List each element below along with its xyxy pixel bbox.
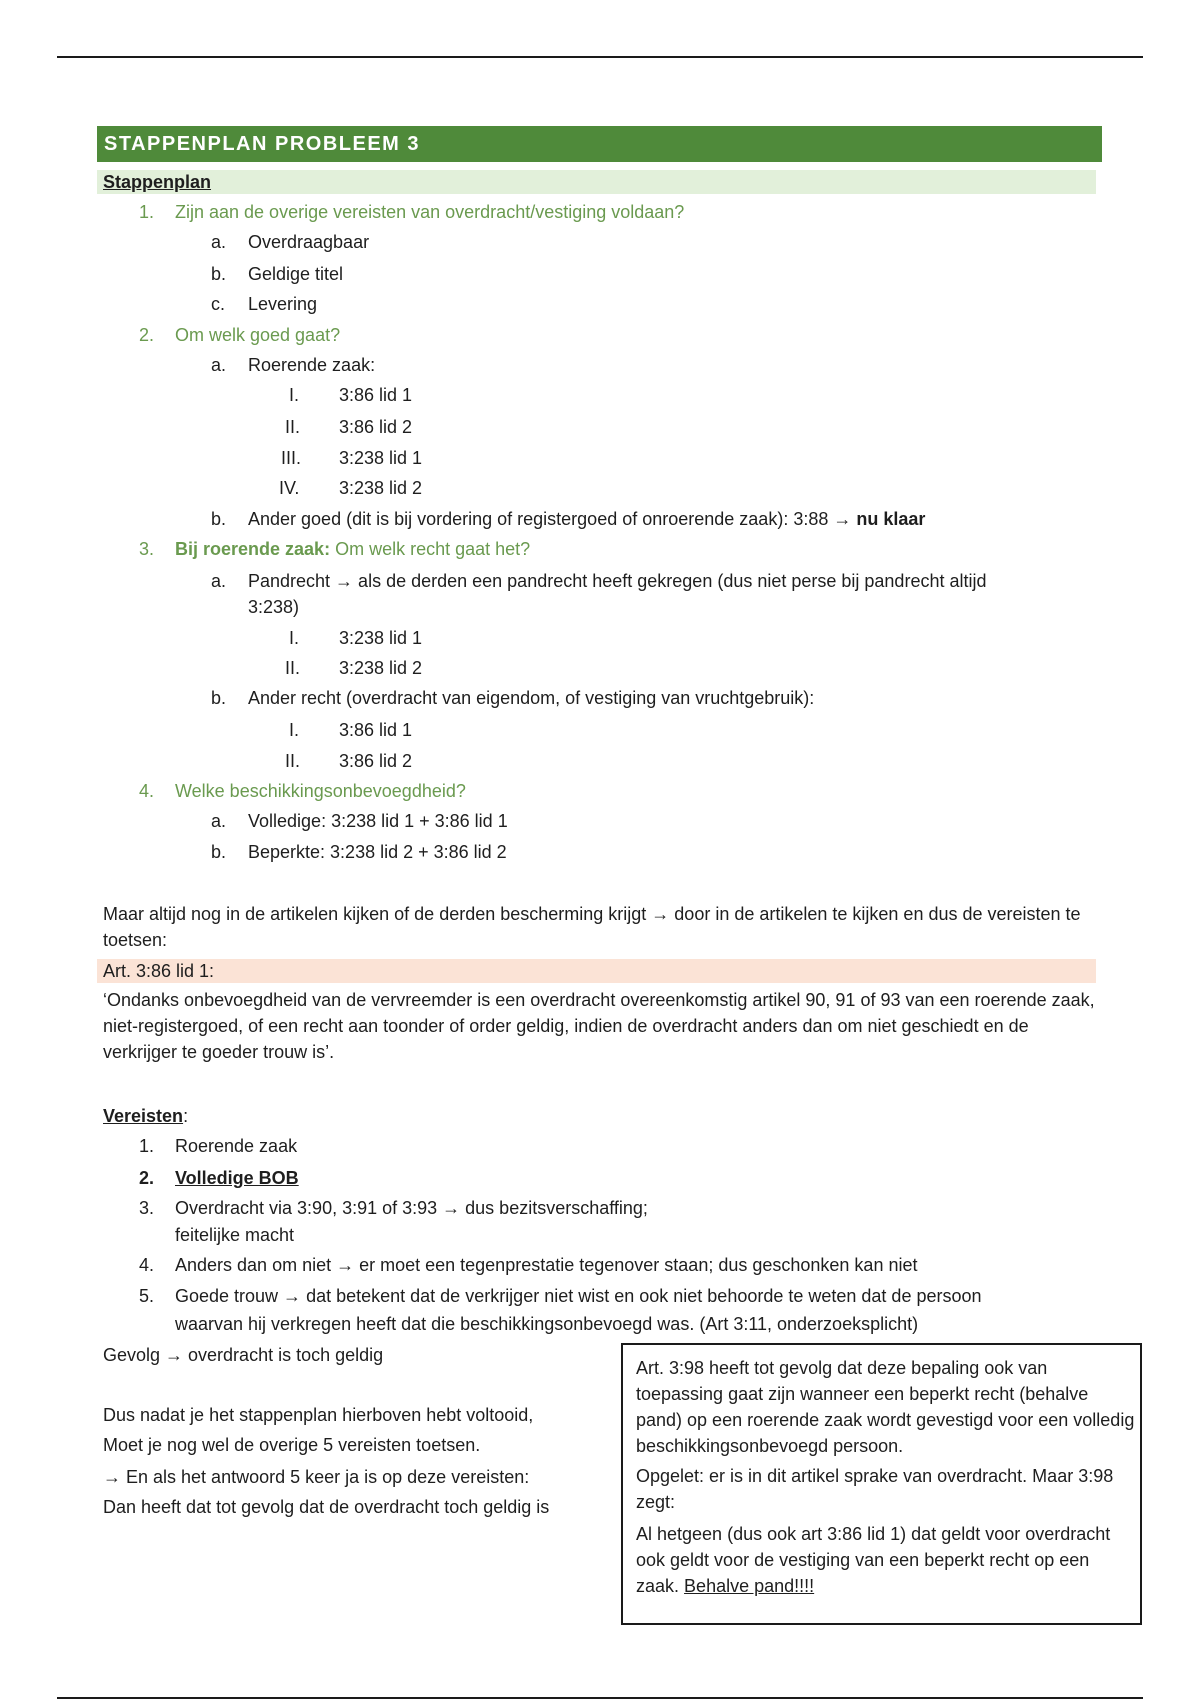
left-note-4: Dan heeft dat tot gevolg dat de overdracht toch geldig is bbox=[103, 1497, 550, 1517]
step-2a-iv-num: IV. bbox=[279, 478, 300, 498]
step-1b-text: Geldige titel bbox=[248, 264, 344, 284]
step-2-number: 2. bbox=[139, 325, 155, 345]
step-2a-iii-text: 3:238 lid 1 bbox=[339, 448, 423, 468]
step-2b-line bbox=[248, 507, 925, 531]
step-3-number: 3. bbox=[139, 539, 155, 559]
step-3b-letter: b. bbox=[211, 688, 227, 708]
left-note-1: Dus nadat je het stappenplan hierboven hebt voltooid, bbox=[103, 1405, 534, 1425]
req-1-number: 1. bbox=[139, 1136, 155, 1156]
step-3a-letter: a. bbox=[211, 571, 227, 591]
step-4b-letter: b. bbox=[211, 842, 227, 862]
step-3-text: Om welk recht gaat het? bbox=[335, 539, 531, 559]
req-1-text: Roerende zaak bbox=[175, 1136, 298, 1156]
step-3b-i-text: 3:86 lid 1 bbox=[339, 720, 413, 740]
step-4-text: Welke beschikkingsonbevoegdheid? bbox=[175, 781, 466, 801]
note-box-para-1: Art. 3:98 heeft tot gevolg dat deze bepaling ook van toepassing gaat zijn wanneer een beperkt recht (behalve pand) op een roerende zaak wordt gevestigd voor een volledig beschikkingsonbevoegd persoon. bbox=[636, 1358, 1135, 1456]
step-3b-ii-text: 3:86 lid 2 bbox=[339, 751, 413, 771]
step-3b-i-num: I. bbox=[289, 720, 300, 740]
step-2b-text: Ander goed (dit is bij vordering of registergoed of onroerende zaak): 3:88 → bbox=[248, 509, 852, 529]
article-heading: Art. 3:86 lid 1: bbox=[103, 961, 215, 981]
article-heading-highlight bbox=[97, 959, 1096, 983]
step-1c-letter: c. bbox=[211, 294, 226, 314]
step-1a-letter: a. bbox=[211, 232, 227, 252]
subtitle-highlight bbox=[97, 170, 1096, 194]
note-box-para-2: Opgelet: er is in dit artikel sprake van overdracht. Maar 3:98 zegt: bbox=[636, 1466, 1114, 1512]
step-1-text: Zijn aan de overige vereisten van overdracht/vestiging voldaan? bbox=[175, 202, 685, 222]
step-3a-line1: Pandrecht → als de derden een pandrecht heeft gekregen (dus niet perse bij pandrecht altijd bbox=[248, 571, 987, 591]
step-2a-text: Roerende zaak: bbox=[248, 355, 376, 375]
step-3b-ii-num: II. bbox=[285, 751, 301, 771]
req-3-line1: Overdracht via 3:90, 3:91 of 3:93 → dus bezitsverschaffing; bbox=[175, 1198, 648, 1218]
left-note-2: Moet je nog wel de overige 5 vereisten toetsen. bbox=[103, 1435, 481, 1455]
step-3a-ii-num: II. bbox=[285, 658, 301, 678]
req-3-number: 3. bbox=[139, 1198, 155, 1218]
article-quote: ‘Ondanks onbevoegdheid van de vervreemder is een overdracht overeenkomstig artikel 90, 91 of 93 van een roerende zaak, niet-registergoed, of een recht aan toonder of order geldig, indien de overdracht anders dan om niet geschiedt en de verkrijger te goeder trouw is’. bbox=[103, 990, 1095, 1062]
step-3a-line2: 3:238) bbox=[248, 597, 300, 617]
section-title: STAPPENPLAN PROBLEEM 3 bbox=[97, 126, 1102, 162]
step-3a-i-text: 3:238 lid 1 bbox=[339, 628, 423, 648]
requirements-colon: : bbox=[183, 1106, 189, 1126]
step-2-text: Om welk goed gaat? bbox=[175, 325, 341, 345]
step-4-number: 4. bbox=[139, 781, 155, 801]
step-3a-ii-text: 3:238 lid 2 bbox=[339, 658, 423, 678]
step-1-number: 1. bbox=[139, 202, 155, 222]
step-2b-bold: nu klaar bbox=[856, 509, 926, 529]
subtitle: Stappenplan bbox=[103, 172, 212, 192]
note-box-para-3-text: Al hetgeen (dus ook art 3:86 lid 1) dat geldt voor overdracht ook geldt voor de vestiging van een beperkt recht op een zaak. bbox=[636, 1524, 1111, 1596]
left-note-3: → En als het antwoord 5 keer ja is op deze vereisten: bbox=[103, 1467, 530, 1487]
req-3-line2: feitelijke macht bbox=[175, 1225, 295, 1245]
step-2a-i-num: I. bbox=[289, 385, 300, 405]
req-5-line2: waarvan hij verkregen heeft dat die beschikkingsonbevoegd was. (Art 3:11, onderzoeksplicht) bbox=[175, 1314, 919, 1334]
step-1a-text: Overdraagbaar bbox=[248, 232, 370, 252]
step-2a-iv-text: 3:238 lid 2 bbox=[339, 478, 423, 498]
step-4a-text: Volledige: 3:238 lid 1 + 3:86 lid 1 bbox=[248, 811, 508, 831]
req-2-number: 2. bbox=[139, 1168, 155, 1188]
step-2a-letter: a. bbox=[211, 355, 227, 375]
note-box bbox=[621, 1343, 1142, 1625]
req-5-number: 5. bbox=[139, 1286, 155, 1306]
step-2a-iii-num: III. bbox=[281, 448, 302, 468]
step-3-line bbox=[175, 537, 530, 561]
consequence: Gevolg → overdracht is toch geldig bbox=[103, 1345, 384, 1365]
step-4b-text: Beperkte: 3:238 lid 2 + 3:86 lid 2 bbox=[248, 842, 507, 862]
step-2a-ii-text: 3:86 lid 2 bbox=[339, 417, 413, 437]
step-1b-letter: b. bbox=[211, 264, 227, 284]
req-4-number: 4. bbox=[139, 1255, 155, 1275]
requirements-heading: Vereisten bbox=[103, 1106, 184, 1126]
req-5-line1: Goede trouw → dat betekent dat de verkrijger niet wist en ook niet behoorde te weten dat de persoon bbox=[175, 1286, 982, 1306]
step-3a-i-num: I. bbox=[289, 628, 300, 648]
note-box-para-3-underlined: Behalve pand!!!! bbox=[684, 1576, 815, 1596]
req-4-text: Anders dan om niet → er moet een tegenprestatie tegenover staan; dus geschonken kan niet bbox=[175, 1255, 918, 1275]
step-4a-letter: a. bbox=[211, 811, 227, 831]
step-3-bold-prefix: Bij roerende zaak: bbox=[175, 539, 331, 559]
step-1c-text: Levering bbox=[248, 294, 318, 314]
req-2-text: Volledige BOB bbox=[175, 1168, 299, 1188]
note-box-para-3 bbox=[636, 1521, 1136, 1599]
step-2b-letter: b. bbox=[211, 509, 227, 529]
top-rule bbox=[57, 56, 1143, 58]
bottom-rule bbox=[57, 1697, 1143, 1699]
step-3b-text: Ander recht (overdracht van eigendom, of vestiging van vruchtgebruik): bbox=[248, 688, 815, 708]
requirements-heading-line bbox=[103, 1104, 188, 1128]
intro-paragraph: Maar altijd nog in de artikelen kijken of de derden bescherming krijgt → door in de artikelen te kijken en dus de vereisten te toetsen: bbox=[103, 904, 1081, 950]
step-2a-i-text: 3:86 lid 1 bbox=[339, 385, 413, 405]
step-2a-ii-num: II. bbox=[285, 417, 301, 437]
